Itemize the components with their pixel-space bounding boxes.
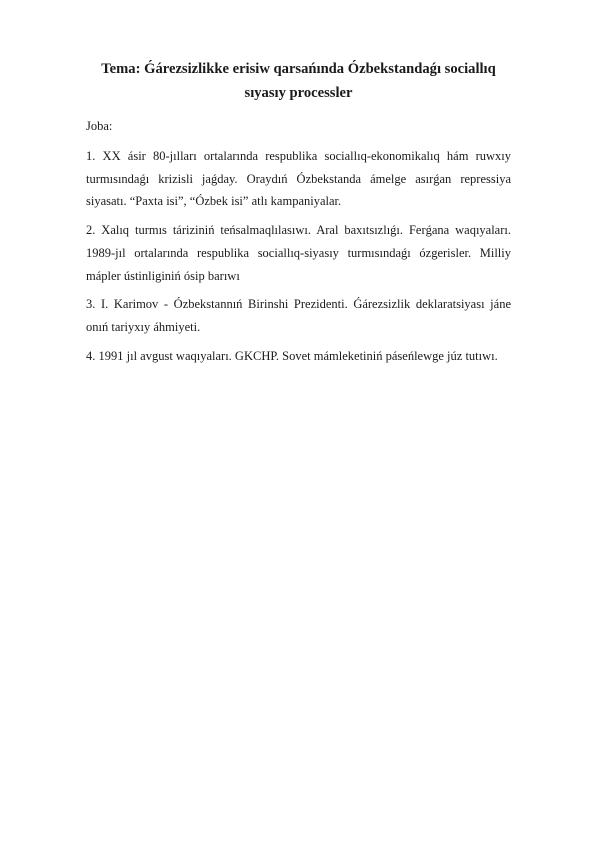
plan-item-3: 3. I. Karimov - Ózbekstannıń Birinshi Prezidenti. Ǵárezsizlik deklaratsiyası jáne onıń tariyxıy áhmiyeti.	[86, 297, 511, 334]
plan-item-4: 4. 1991 jıl avgust waqıyaları. GKCHP. Sovet mámleketiniń páseńlewge júz tutıwı.	[86, 348, 498, 363]
title-line-1: Tema: Ǵárezsizlikke erisiw qarsańında Ózbekstandaǵı sociallıq	[101, 61, 496, 77]
plan-item-2: 2. Xalıq turmıs táriziniń teńsalmaqlılasıwı. Aral baxıtsızlıǵı. Ferǵana waqıyaları. 1989-jıl ortalarında respublika sociallıq-siyasıy turmısındaǵı ózgerisler. Milliy mápler ústinliginiń ósip barıwı	[86, 223, 511, 283]
plan-label: Joba:	[86, 119, 113, 133]
plan-item-1: 1. XX ásir 80-jılları ortalarında respublika sociallıq-ekonomikalıq hám ruwxıy turmısındaǵı krizisli jaǵday. Oraydıń Ózbekstanda ámelge asırǵan repressiya siyasatı. “Paxta isi”, “Ózbek isi” atlı kampaniyalar.	[86, 149, 511, 209]
document-body	[86, 57, 511, 373]
document-title	[86, 57, 511, 105]
title-line-2: sıyasıy processler	[244, 85, 353, 101]
